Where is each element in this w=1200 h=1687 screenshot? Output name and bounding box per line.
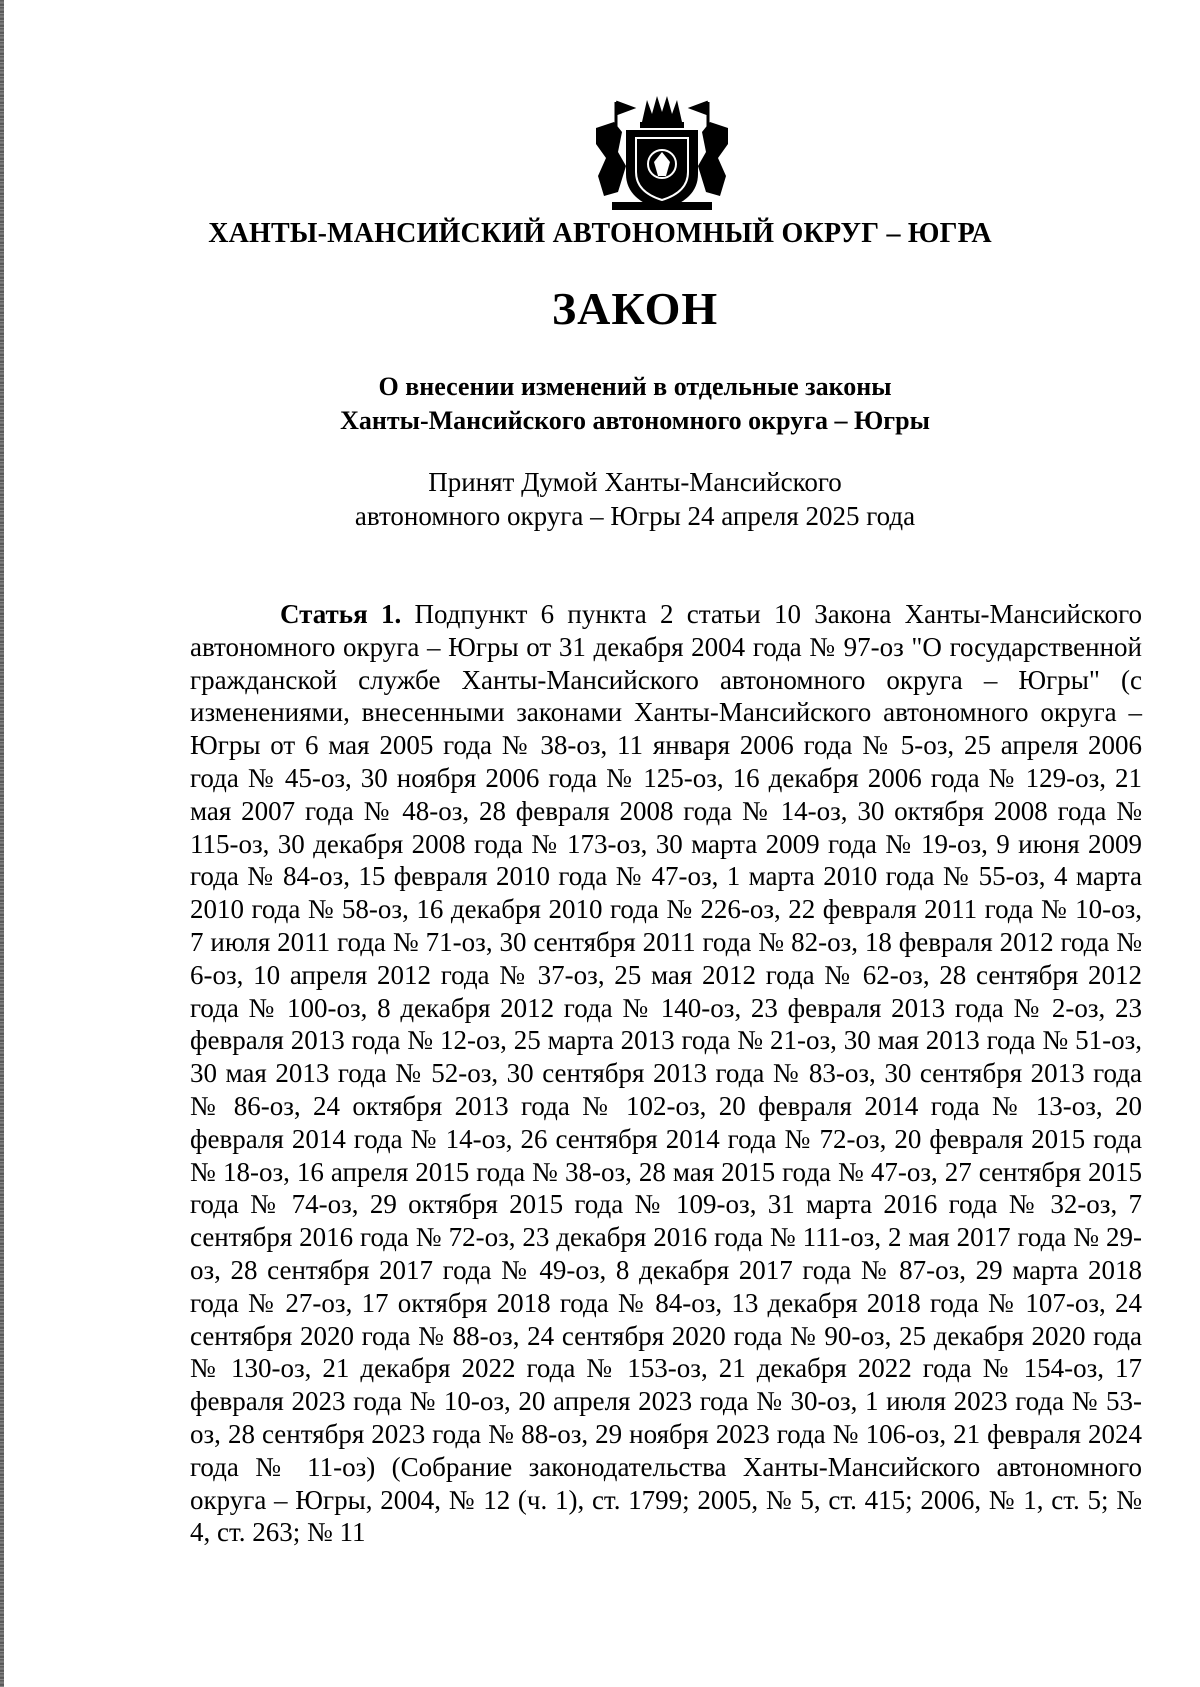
article-1-label: Статья 1. xyxy=(280,599,402,629)
region-title: ХАНТЫ-МАНСИЙСКИЙ АВТОНОМНЫЙ ОКРУГ – ЮГРА xyxy=(208,218,992,249)
adoption-note-line-1: Принят Думой Ханты-Мансийского xyxy=(428,467,842,497)
adoption-note-line-2: автономного округа – Югры 24 апреля 2025 года xyxy=(354,501,916,531)
document-type: ЗАКОН xyxy=(551,283,719,334)
law-subject xyxy=(0,370,1200,438)
coat-of-arms-icon xyxy=(592,92,732,214)
article-1-text: Подпункт 6 пункта 2 статьи 10 Закона Ханты-Мансийского автономного округа – Югры от 31 декабря 2004 года № 97-оз "О государственной гражданской службе Ханты-Мансийского автономного округа – Югры" (с изменениями, внесенными законами Ханты-Мансийского автономного округа – Югры от 6 мая 2005 года № 38-оз, 11 января 2006 года № 5-оз, 25 апреля 2006 года № 45-оз, 30 ноября 2006 года № 125-оз, 16 декабря 2006 года № 129-оз, 21 мая 2007 года № 48-оз, 28 февраля 2008 года № 14-оз, 30 октября 2008 года № 115-оз, 30 декабря 2008 года № 173-оз, 30 марта 2009 года № 19-оз, 9 июня 2009 года № 84-оз, 15 февраля 2010 года № 47-оз, 1 марта 2010 года № 55-оз, 4 марта 2010 года № 58-оз, 16 декабря 2010 года № 226-оз, 22 февраля 2011 года № 10-оз, 7 июля 2011 года № 71-оз, 30 сентября 2011 года № 82-оз, 18 февраля 2012 года № 6-оз, 10 апреля 2012 года № 37-оз, 25 мая 2012 года № 62-оз, 28 сентября 2012 года № 100-оз, 8 декабря 2012 года № 140-оз, 23 февраля 2013 года № 2-оз, 23 февраля 2013 года № 12-оз, 25 марта 2013 года № 21-оз, 30 мая 2013 года № 51-оз, 30 мая 2013 года № 52-оз, 30 сентября 2013 года № 83-оз, 30 сентября 2013 года № 86-оз, 24 октября 2013 года № 102-оз, 20 февраля 2014 года № 13-оз, 20 февраля 2014 года № 14-оз, 26 сентября 2014 года № 72-оз, 20 февраля 2015 года № 18-оз, 16 апреля 2015 года № 38-оз, 28 мая 2015 года № 47-оз, 27 сентября 2015 года № 74-оз, 29 октября 2015 года № 109-оз, 31 марта 2016 года № 32-оз, 7 сентября 2016 года № 72-оз, 23 декабря 2016 года № 111-оз, 2 мая 2017 года № 29-оз, 28 сентября 2017 года № 49-оз, 8 декабря 2017 года № 87-оз, 29 марта 2018 года № 27-оз, 17 октября 2018 года № 84-оз, 13 декабря 2018 года № 107-оз, 24 сентября 2020 года № 88-оз, 24 сентября 2020 года № 90-оз, 25 декабря 2020 года № 130-оз, 21 декабря 2022 года № 153-оз, 21 декабря 2022 года № 154-оз, 17 февраля 2023 года № 10-оз, 20 апреля 2023 года № 30-оз, 1 июля 2023 года № 53-оз, 28 сентября 2023 года № 88-оз, 29 ноября 2023 года № 106-оз, 21 февраля 2024 года № 11-оз) (Собрание законодательства Ханты-Мансийского автономного округа – Югры, 2004, № 12 (ч. 1), ст. 1799; 2005, № 5, ст. 415; 2006, № 1, ст. 5; № 4, ст. 263; № 11 xyxy=(190,599,1142,1548)
law-subject-line-2: Ханты-Мансийского автономного округа – Югры xyxy=(340,406,930,435)
scan-edge xyxy=(0,0,4,1687)
adoption-note xyxy=(0,465,1200,533)
article-1 xyxy=(190,598,1142,1549)
law-subject-line-1: О внесении изменений в отдельные законы xyxy=(378,372,892,401)
